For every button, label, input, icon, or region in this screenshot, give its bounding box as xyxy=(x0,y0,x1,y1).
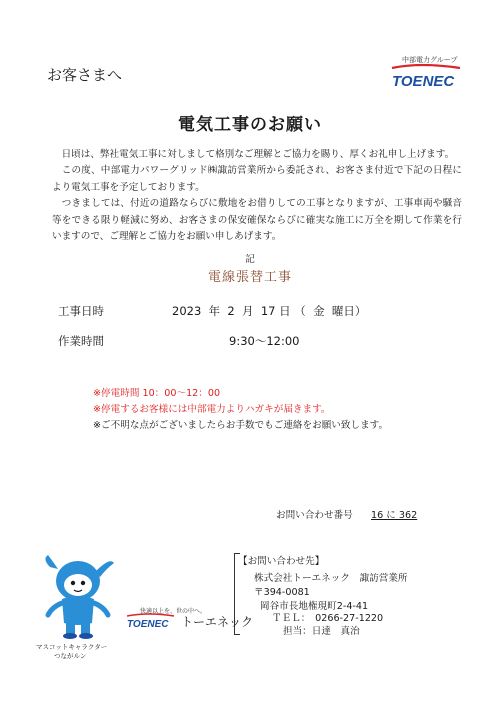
date-label: 工事日時 xyxy=(58,304,104,318)
contact-tel: ＴＥＬ： 0266-27-1220 xyxy=(272,613,384,624)
outage-time-note: ※停電時間 10：00～12：00 xyxy=(93,388,221,399)
contact-company: 株式会社トーエネック 諏訪営業所 xyxy=(254,573,408,584)
contact-request-note: ※ご不明な点がございましたらお手数でもご連絡をお願い致します。 xyxy=(93,420,389,431)
body-paragraph-3: つきましては、付近の道路ならびに敷地をお借りしての工事となりますが、工事車両や騒音等をできる限り軽減に努め、お客さまの保安確保ならびに確実な施工に万全を期して作業を行いますので、ご理解とご協力をお願い申しあげます。 xyxy=(52,198,462,243)
work-name: 電線張替工事 xyxy=(207,270,292,285)
toenec-logo xyxy=(390,64,462,90)
company-name: トーエネック xyxy=(181,615,254,629)
ki-marker: 記 xyxy=(245,254,255,265)
tagline: 快適以上を、世の中へ。 xyxy=(140,608,207,615)
mascot-caption: マスコットキャラクター xyxy=(36,643,108,651)
date-value: 2023 年 2 月 17 日 （ 金 曜日） xyxy=(172,304,367,318)
addressee: お客さまへ xyxy=(47,66,123,84)
body-paragraph-1: 日頃は、弊社電気工事に対しまして格別なご理解とご協力を賜り、厚くお礼申し上げます。 xyxy=(52,149,455,160)
contact-person: 担当：日達 真治 xyxy=(283,626,360,637)
svg-text:TOENEC: TOENEC xyxy=(392,73,455,90)
postcard-note: ※停電するお客様には中部電力よりハガキが届きます。 xyxy=(93,404,331,415)
mascot-name: つながルン xyxy=(54,652,87,660)
inquiry-number-label: お問い合わせ番号 xyxy=(276,510,353,521)
contact-block xyxy=(234,553,444,635)
body-paragraph-2: この度、中部電力パワーグリッド㈱諏訪営業所から委託され、お客さま付近で下記の日程により電気工事を予定しております。 xyxy=(52,165,462,193)
time-label: 作業時間 xyxy=(58,334,104,348)
time-value: 9:30～12:00 xyxy=(229,334,300,348)
group-label: 中部電力グループ xyxy=(402,56,458,64)
contact-address: 岡谷市長地権現町2-4-41 xyxy=(260,601,369,612)
mascot-icon xyxy=(40,555,118,641)
contact-heading: 【お問い合わせ先】 xyxy=(238,556,325,567)
svg-text:TOENEC: TOENEC xyxy=(127,619,169,629)
page-title: 電気工事のお願い xyxy=(178,115,322,135)
toenec-logo-small xyxy=(126,613,176,629)
inquiry-number: 16 に 362 xyxy=(371,510,418,521)
contact-postal: 〒394-0081 xyxy=(254,587,310,598)
